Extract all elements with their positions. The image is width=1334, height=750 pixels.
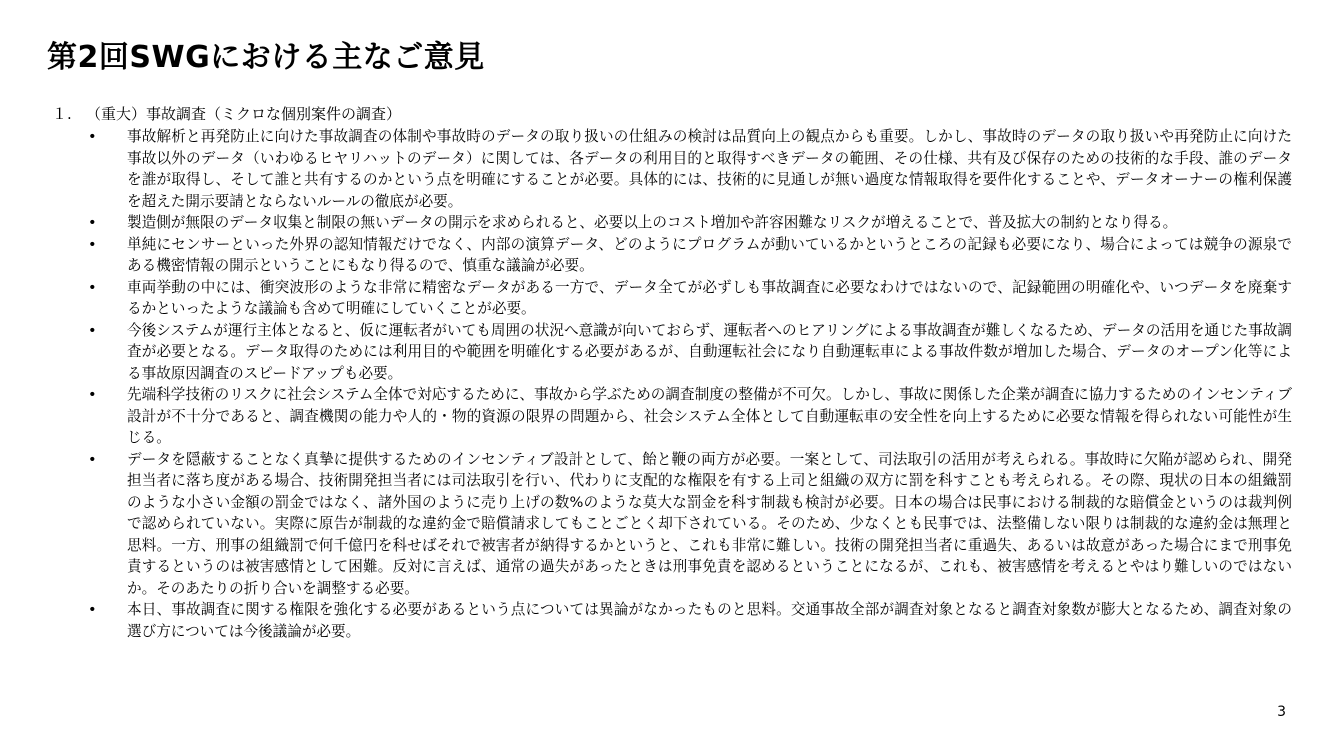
list-item	[52, 449, 1292, 600]
bullet-icon: •	[88, 601, 97, 618]
section-accident-investigation	[52, 104, 1292, 642]
list-item-text: 事故解析と再発防止に向けた事故調査の体制や事故時のデータの取り扱いの仕組みの検討は品質向上の観点からも重要。しかし、事故時のデータの取り扱いや再発防止に向けた事故以外のデータ（いわゆるヒヤリハットのデータ）に関しては、各データの利用目的と取得すべきデータの範囲、その仕様、共有及び保存のための技術的な手段、誰のデータを誰が取得し、そして誰と共有するのかという点を明確にすることが必要。具体的には、技術的に見通しが無い過度な情報取得を要件化することや、データオーナーの権利保護を超えた開示要請とならないルールの徹底が必要。	[127, 128, 1292, 210]
bullet-icon: •	[88, 128, 97, 145]
list-item	[52, 384, 1292, 449]
list-item	[52, 277, 1292, 320]
list-item-text: 本日、事故調査に関する権限を強化する必要があるという点については異論がなかったものと思料。交通事故全部が調査対象となると調査対象数が膨大となるため、調査対象の選び方については今後議論が必要。	[127, 601, 1292, 640]
list-item	[52, 320, 1292, 385]
section-title: （重大）事故調査（ミクロな個別案件の調査）	[86, 105, 402, 123]
opinion-list	[52, 126, 1292, 642]
section-heading	[52, 104, 1292, 125]
list-item-text: 製造側が無限のデータ収集と制限の無いデータの開示を求められると、必要以上のコスト増加や許容困難なリスクが増えることで、普及拡大の制約となり得る。	[127, 214, 1178, 231]
page-number: 3	[1277, 704, 1286, 720]
bullet-icon: •	[88, 450, 97, 468]
list-item-text: 車両挙動の中には、衝突波形のような非常に精密なデータがある一方で、データ全てが必ずしも事故調査に必要なわけではないので、記録範囲の明確化や、いつデータを廃棄するかといったような議論も含めて明確にしていくことが必要。	[127, 278, 1292, 317]
bullet-icon: •	[88, 278, 97, 296]
list-item-text: 先端科学技術のリスクに社会システム全体で対応するために、事故から学ぶための調査制度の整備が不可欠。しかし、事故に関係した企業が調査に協力するためのインセンティブ設計が不十分であると、調査機関の能力や人的・物的資源の限界の問題から、社会システム全体として自動運転車の安全性を向上するために必要な情報を得られない可能性が生じる。	[127, 386, 1292, 446]
list-item	[52, 212, 1292, 234]
list-item	[52, 126, 1292, 212]
list-item-text: 今後システムが運行主体となると、仮に運転者がいても周囲の状況へ意識が向いておらず、運転者へのヒアリングによる事故調査が難しくなるため、データの活用を通じた事故調査が必要となる。データ取得のためには利用目的や範囲を明確化する必要があるが、自動運転社会になり自動運転車による事故件数が増加した場合、データのオープン化等による事故原因調査のスピードアップも必要。	[127, 321, 1292, 382]
page-title: 第2回SWGにおける主なご意見	[47, 40, 485, 75]
list-item-text: データを隠蔽することなく真摯に提供するためのインセンティブ設計として、飴と鞭の両方が必要。一案として、司法取引の活用が考えられる。事故時に欠陥が認められ、開発担当者に落ち度がある場合、技術開発担当者には司法取引を行い、代わりに支配的な権限を有する上司と組織の双方に罰を科すことも考えられる。その際、現状の日本の組織罰のような小さい金額の罰金ではなく、諸外国のように売り上げの数%のような莫大な罰金を科す制裁も検討が必要。日本の場合は民事における制裁的な賠償金というのは裁判例で認められていない。実際に原告が制裁的な違約金で賠償請求してもことごとく却下されている。そのため、少なくとも民事では、法整備しない限りは制裁的な違約金は無理と思料。一方、刑事の組織罰で何千億円を科せばそれで被害者が納得するかというと、これも非常に難しい。技術の開発担当者に重過失、あるいは故意があった場合にまで刑事免責するというのは被害感情として困難。反対に言えば、通常の過失があったときは刑事免責を認めるということになるが、これも、被害感情を考えるとやはり難しいのではないか。そのあたりの折り合いを調整する必要。	[127, 450, 1292, 597]
bullet-icon: •	[88, 235, 97, 253]
list-item	[52, 234, 1292, 277]
bullet-icon: •	[88, 214, 97, 231]
list-item-text: 単純にセンサーといった外界の認知情報だけでなく、内部の演算データ、どのようにプログラムが動いているかというところの記録も必要になり、場合によっては競争の源泉である機密情報の開示ということにもなり得るので、慎重な議論が必要。	[127, 235, 1292, 274]
bullet-icon: •	[88, 321, 97, 339]
list-item	[52, 599, 1292, 642]
section-number: １.	[52, 105, 72, 123]
bullet-icon: •	[88, 386, 97, 403]
